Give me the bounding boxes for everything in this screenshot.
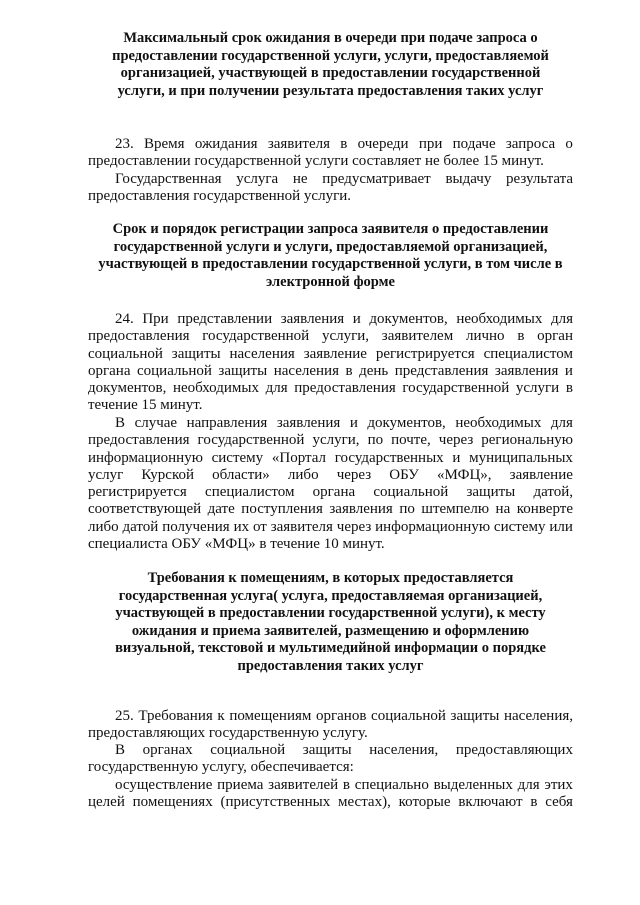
text-line: предоставлении государственной услуги составляет не более 15 минут. [88,153,544,170]
heading-line: предоставления таких услуг [237,657,424,674]
section-heading-registration [88,221,573,291]
text-line: течение 15 минут. [88,397,203,414]
heading-line: государственной услуги и услуги, предоставляемой организацией, [113,238,548,255]
paragraph-24 [88,311,573,415]
heading-line: участвующей в предоставлении государственной услуги, в том числе в [98,256,563,272]
text-line: целей помещениях (присутственных местах), которые включают в себя [88,794,573,811]
text-line: предоставления государственной услуги. [88,188,352,205]
text-line: специалиста ОБУ «МФЦ» в течение 10 минут. [88,536,385,553]
text-line: регистрируется специалистом органа социальной защиты датой, [88,484,573,501]
paragraph-reception [88,777,573,812]
section-heading-waiting-time [88,30,573,100]
text-line: В случае направления заявления и документов, необходимых для [115,415,573,431]
heading-line: государственная услуга( услуга, предоставляемая организацией, [118,587,543,604]
text-line: 23. Время ожидания заявителя в очереди при подаче запроса о [115,136,573,152]
heading-line: Срок и порядок регистрации запроса заявителя о предоставлении [112,221,549,237]
paragraph-23 [88,136,573,171]
text-line: осуществление приема заявителей в специально выделенных для этих [115,777,573,793]
heading-line: Требования к помещениям, в которых предоставляется [147,570,514,586]
text-line: органа социальной защиты населения в день представления заявления и [88,362,573,379]
text-line: В органах социальной защиты населения, предоставляющих [115,742,573,758]
heading-line: Максимальный срок ожидания в очереди при подаче запроса о [123,30,538,46]
paragraph-no-result-issue [88,171,573,206]
text-line: соответствующей дате поступления заявления по штемпелю на конверте [88,501,573,518]
section-heading-premises [88,570,573,675]
paragraph-postal-registration [88,415,573,553]
text-line: предоставления государственной услуги, по почте, через региональную [88,432,573,449]
text-line: социальной защиты населения заявление регистрируется специалистом [88,345,573,362]
text-line: государственную услугу, обеспечивается: [88,759,354,776]
text-line: предоставляющих государственную услугу. [88,725,368,742]
text-line: 24. При представлении заявления и документов, необходимых для [115,311,573,327]
heading-line: участвующей в предоставлении государственной услуги), к месту [115,605,546,621]
text-line: информационную систему «Портал государственных и муниципальных [88,449,573,466]
text-line: предоставления государственной услуги, заявителем лично в орган [88,328,573,345]
heading-line: услуги, и при получении результата предоставления таких услуг [117,82,544,99]
text-line: 25. Требования к помещениям органов социальной защиты населения, [115,708,573,724]
text-line: услуг Курской области» либо через ОБУ «МФЦ», заявление [88,466,573,483]
paragraph-bodies-provide [88,742,573,777]
text-line: документов, необходимых для предоставления государственной услуги в [88,380,573,397]
heading-line: предоставлении государственной услуги, услуги, предоставляемой [112,47,549,64]
paragraph-25 [88,708,573,743]
text-line: Государственная услуга не предусматривает выдачу результата [115,171,573,187]
heading-line: визуальной, текстовой и мультимедийной информации о порядке [115,640,546,656]
heading-line: ожидания и приема заявителей, размещению и оформлению [131,622,530,639]
text-line: либо датой получения их от заявителя через информационную систему или [88,518,573,535]
heading-line: организацией, участвующей в предоставлении государственной [120,65,541,81]
heading-line: электронной форме [266,273,395,290]
